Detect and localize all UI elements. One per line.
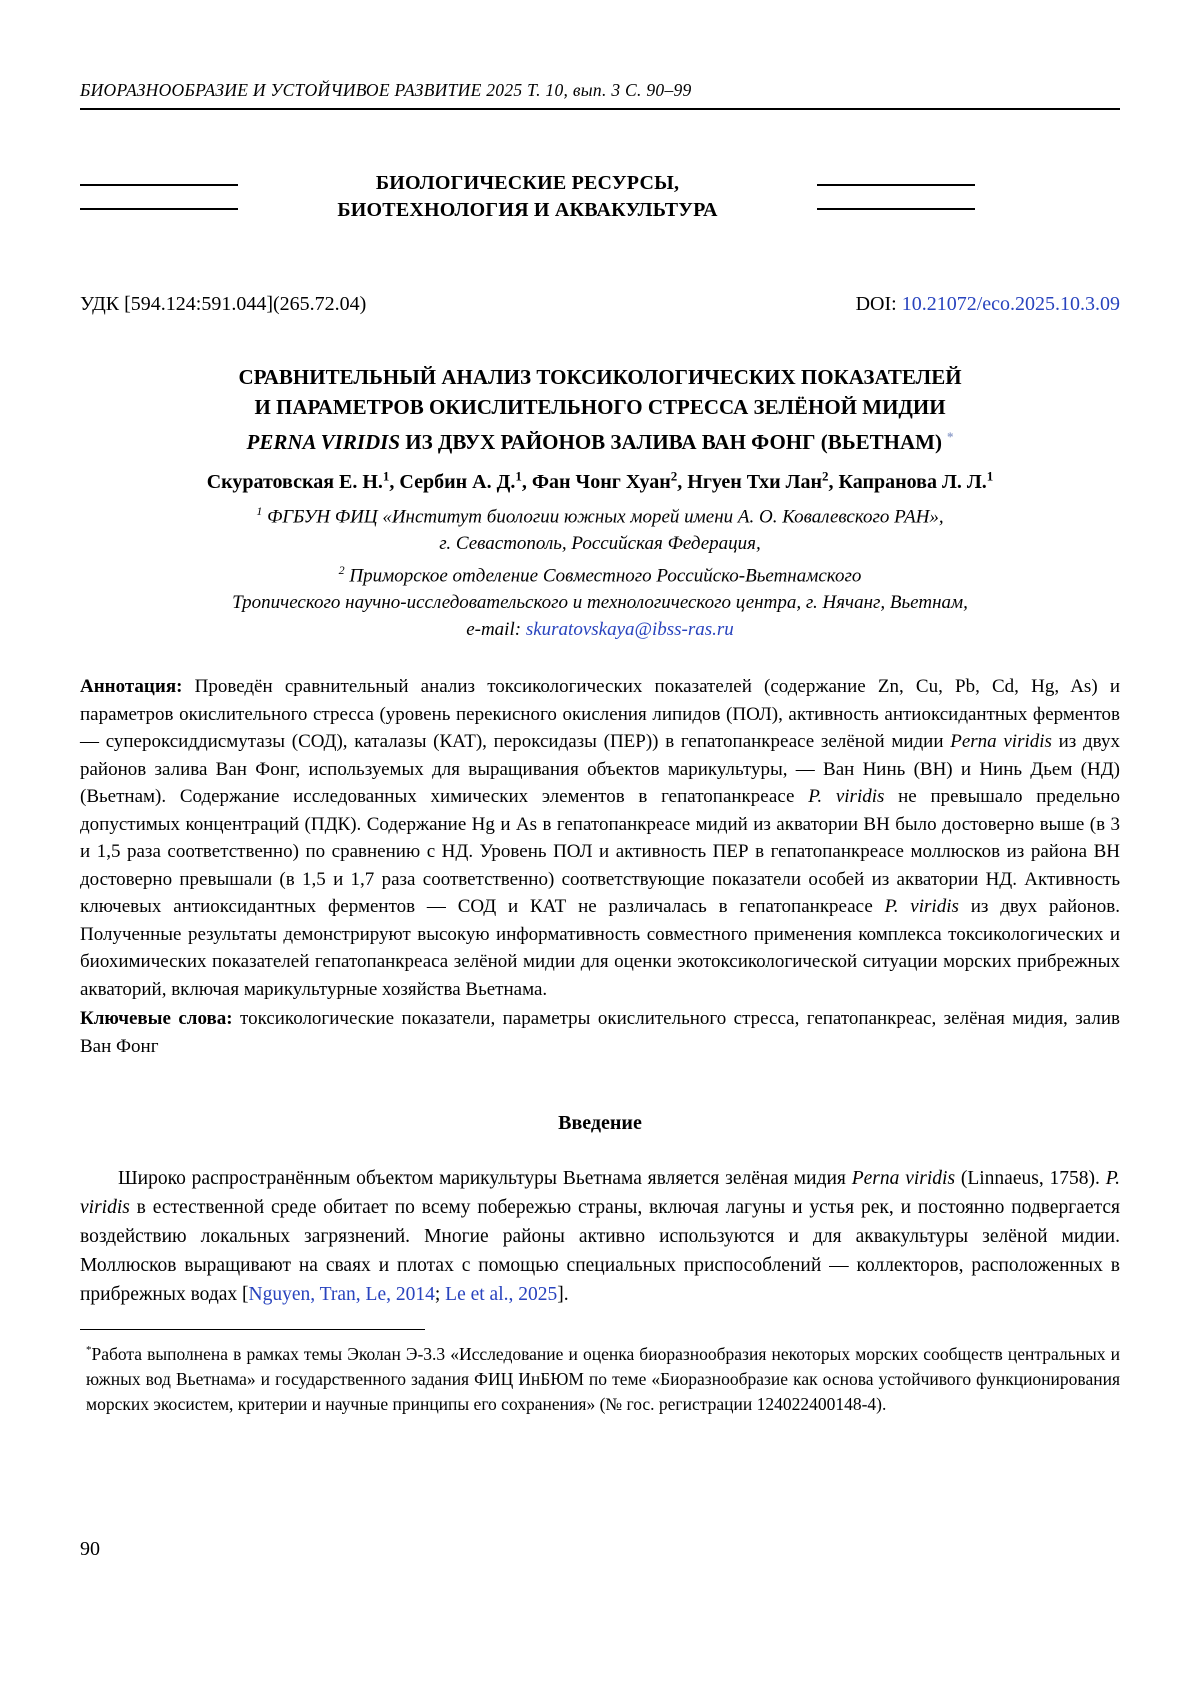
title-line-3 xyxy=(80,422,1120,457)
journal-running-head: БИОРАЗНООБРАЗИЕ И УСТОЙЧИВОЕ РАЗВИТИЕ 2025 Т. 10, вып. 3 С. 90–99 xyxy=(80,80,692,100)
title-line-1: СРАВНИТЕЛЬНЫЙ АНАЛИЗ ТОКСИКОЛОГИЧЕСКИХ ПОКАЗАТЕЛЕЙ xyxy=(238,365,962,389)
article-title xyxy=(80,362,1120,457)
banner-rule-line xyxy=(80,208,238,210)
email-line xyxy=(80,616,1120,643)
intro-paragraph xyxy=(80,1164,1120,1309)
abstract-text-segment: не превышало предельно допустимых концентраций (ПДК). Содержание Hg и As в гепатопанкреасе мидий из акватории ВН было достоверно выше (в 3 и 1,5 раза соответственно) по сравнению с НД. Уровень ПОЛ и активность ПЕР в гепатопанкреасе моллюсков из района ВН достоверно превышали (в 1,5 и 1,7 раза соответственно) соответствующие показатели особей из акватории НД. Активность ключевых антиоксидантных ферментов — СОД и КАТ не различалась в гепатопанкреасе xyxy=(80,786,1120,918)
affiliation-line-1 xyxy=(80,498,1120,530)
species-name-italic: P. viridis xyxy=(884,896,959,918)
authors-line xyxy=(80,462,1120,496)
author-affil-sup: 1 xyxy=(986,468,994,483)
title-species-italic: PERNA VIRIDIS xyxy=(246,430,401,454)
section-banner xyxy=(80,170,975,224)
author xyxy=(838,468,994,493)
abstract-text-segment: Проведён сравнительный анализ токсикологических показателей (содержание Zn, Cu, Pb, Cd, Hg, As) и параметров окислительного стресса (уровень перекисного окисления липидов (ПОЛ), активность антиоксидантных ферментов — супероксиддисмутазы (СОД), каталазы (КАТ), пероксидазы (ПЕР)) в гепатопанкреасе зелёной мидии xyxy=(80,676,1121,753)
intro-text-segment: Широко распространённым объектом марикультуры Вьетнама является зелёная мидия xyxy=(118,1168,852,1190)
author xyxy=(687,468,839,493)
email-link[interactable]: skuratovskaya@ibss-ras.ru xyxy=(525,619,734,641)
banner-rule-left xyxy=(80,184,238,210)
species-name-italic: Perna viridis xyxy=(950,731,1052,753)
keywords-text: токсикологические показатели, параметры окислительного стресса, гепатопанкреас, зелёная мидия, залив Ван Фонг xyxy=(80,1008,1120,1057)
author-separator: , xyxy=(521,470,532,493)
author xyxy=(206,468,400,493)
title-line-3-rest: ИЗ ДВУХ РАЙОНОВ ЗАЛИВА ВАН ФОНГ (ВЬЕТНАМ) xyxy=(400,430,942,454)
author-name: Скуратовская Е. Н. xyxy=(206,470,383,493)
udc-code: УДК [594.124:591.044](265.72.04) xyxy=(80,293,367,315)
doi xyxy=(856,292,1120,316)
species-name-italic: P. viridis xyxy=(808,786,885,808)
abstract-label: Аннотация: xyxy=(80,676,195,698)
author-affil-sup: 2 xyxy=(822,468,829,483)
author-name: Нгуен Тхи Лан xyxy=(687,470,823,493)
author xyxy=(531,468,688,493)
footnote-body: Работа выполнена в рамках темы Эколан Э-3.3 «Исследование и оценка биоразнообразия некоторых морских сообществ центральных и южных вод Вьетнама» и государственного задания ФИЦ ИнБЮМ по теме «Биоразнообразие как основа устойчивого функционирования морских экосистем, критерии и научные принципы его сохранения» (№ гос. регистрации 124022400148-4). xyxy=(86,1344,1120,1415)
author-name: Капранова Л. Л. xyxy=(838,470,987,493)
footnote xyxy=(80,1329,1120,1417)
intro-text-segment: ]. xyxy=(557,1284,569,1306)
banner-line-1: БИОЛОГИЧЕСКИЕ РЕСУРСЫ, xyxy=(375,172,680,194)
meta-row xyxy=(80,292,1120,316)
page-number: 90 xyxy=(80,1538,100,1560)
author-separator: , xyxy=(677,470,688,493)
doi-label: DOI: xyxy=(855,293,902,315)
keywords-paragraph xyxy=(80,1005,1120,1060)
title-line-2: И ПАРАМЕТРОВ ОКИСЛИТЕЛЬНОГО СТРЕССА ЗЕЛЁНОЙ МИДИИ xyxy=(254,395,946,419)
footnote-text xyxy=(80,1338,1120,1417)
affil-sup-2: 2 xyxy=(338,562,345,577)
footnote-marker: * xyxy=(86,1344,92,1357)
author-affil-sup: 1 xyxy=(382,468,390,483)
email-label: e-mail: xyxy=(466,619,526,641)
author-name: Фан Чонг Хуан xyxy=(531,470,671,493)
affiliation-line-4: Тропического научно-исследовательского и технологического центра, г. Нячанг, Вьетнам, xyxy=(232,592,968,614)
doi-link[interactable]: 10.21072/eco.2025.10.3.09 xyxy=(901,293,1120,315)
abstract-text-segment: из двух районов залива Ван Фонг, используемых для выращивания объектов марикультуры, — Ван Нинь (ВН) и Нинь Дьем (НД) (Вьетнам). Содержание исследованных химических элементов в гепатопанкреасе xyxy=(80,731,1120,808)
header-rule xyxy=(80,108,1120,110)
affiliation-line-3 xyxy=(80,557,1120,589)
banner-rule-line xyxy=(817,208,975,210)
banner-line-2: БИОТЕХНОЛОГИЯ И АКВАКУЛЬТУРА xyxy=(337,199,718,221)
author xyxy=(399,468,532,493)
affil-text-1: ФГБУН ФИЦ «Институт биологии южных морей имени А. О. Ковалевского РАН», xyxy=(262,505,944,527)
banner-rule-line xyxy=(817,184,975,186)
intro-text-segment: (Linnaeus, 1758). xyxy=(955,1168,1106,1190)
abstract-text-segment: из двух районов. Полученные результаты демонстрируют высокую информативность совместного применения комплекса токсикологических и биохимических показателей гепатопанкреаса зелёной мидии для оценки экотоксикологической ситуации морских прибрежных акваторий, включая марикультурные хозяйства Вьетнама. xyxy=(80,896,1120,1000)
citation-link[interactable]: Le et al., 2025 xyxy=(445,1284,558,1306)
intro-text-segment: в естественной среде обитает по всему побережью страны, включая лагуны и устья рек, и постоянно подвергается воздействию локальных загрязнений. Многие районы активно используются и для аквакультуры зелёной мидии. Моллюсков выращивают на сваях и плотах с помощью специальных приспособлений — коллекторов, расположенных в прибрежных водах [ xyxy=(80,1197,1120,1306)
author-affil-sup: 2 xyxy=(670,468,678,483)
affil-text-3: Приморское отделение Совместного Российско-Вьетнамского xyxy=(344,565,862,587)
section-heading-introduction: Введение xyxy=(558,1112,642,1135)
intro-text-segment: ; xyxy=(434,1284,446,1306)
species-name-italic: P. viridis xyxy=(80,1168,1120,1219)
title-footnote-marker: * xyxy=(946,429,954,444)
affiliation-line-2: г. Севастополь, Российская Федерация, xyxy=(439,532,761,554)
footnote-rule xyxy=(80,1329,425,1330)
page-content xyxy=(0,80,1200,1417)
author-name: Сербин А. Д. xyxy=(399,470,516,493)
banner-rule-line xyxy=(80,184,238,186)
citation-link[interactable]: Nguyen, Tran, Le, 2014 xyxy=(248,1284,435,1306)
section-banner-title xyxy=(337,170,717,224)
affil-sup-1: 1 xyxy=(256,503,263,518)
author-separator: , xyxy=(389,470,400,493)
abstract-paragraph xyxy=(80,673,1120,1003)
banner-rule-right xyxy=(817,184,975,210)
species-name-italic: Perna viridis xyxy=(851,1168,956,1190)
author-affil-sup: 1 xyxy=(515,468,522,483)
author-separator: , xyxy=(828,470,839,493)
affiliations xyxy=(80,498,1120,644)
keywords-label: Ключевые слова: xyxy=(80,1008,241,1030)
